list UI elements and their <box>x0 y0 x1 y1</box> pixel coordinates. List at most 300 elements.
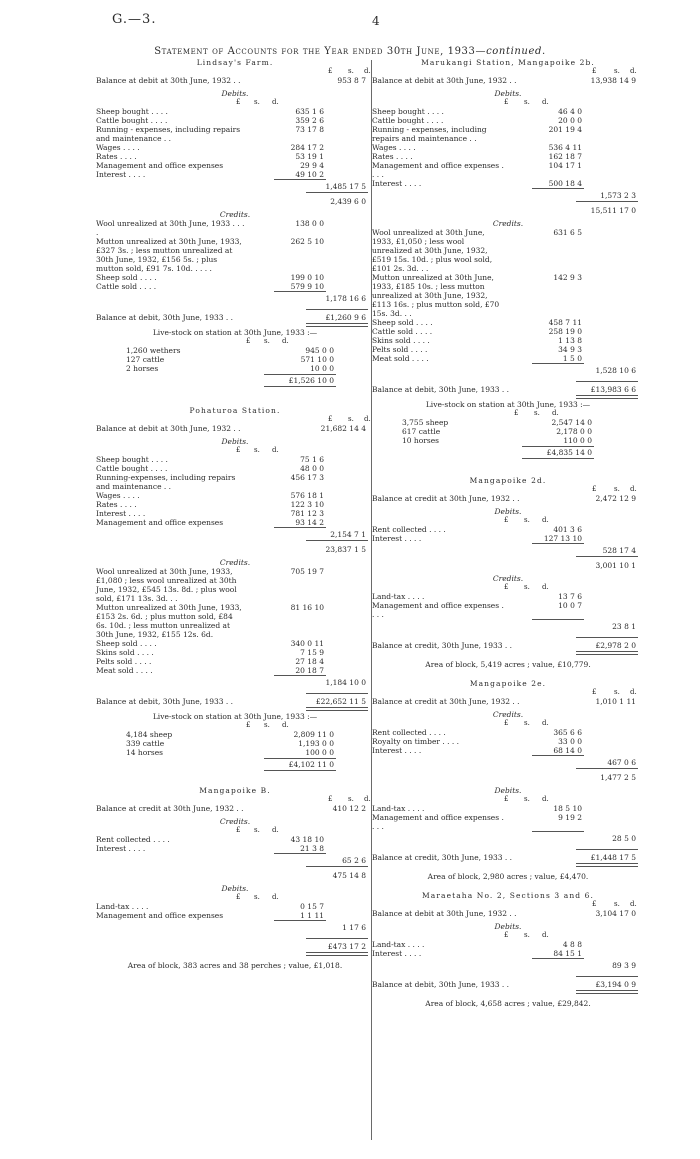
rule-row <box>372 992 644 995</box>
statement-row <box>96 844 374 853</box>
row-amount: 410 12 2 <box>332 804 366 813</box>
unit-header-inner-shilling: s. <box>254 446 260 454</box>
unit-header-inner-shilling: s. <box>524 931 530 939</box>
rule <box>576 651 638 652</box>
unit-header-livestock-shilling: s. <box>264 337 270 345</box>
statement-row <box>372 143 644 152</box>
statement-row <box>372 345 644 354</box>
unit-header-outer <box>372 688 644 697</box>
livestock-total: £1,526 10 0 <box>288 376 334 385</box>
rule <box>532 831 584 832</box>
unit-header-inner-shilling: s. <box>524 98 530 106</box>
row-label: Balance at debit, 30th June, 1933 . . <box>372 980 510 989</box>
total-row <box>96 197 374 206</box>
rule <box>576 381 638 382</box>
unit-header-inner-shilling: s. <box>254 98 260 106</box>
subsection-heading: Credits. <box>219 210 251 219</box>
rule-row <box>372 200 644 203</box>
livestock-heading: Live-stock on station at 30th June, 1933 :— <box>152 712 318 721</box>
row-label: Sheep sold . . . . <box>96 639 157 648</box>
row-label: Sheep bought . . . . <box>96 107 168 116</box>
statement-row <box>96 666 374 675</box>
row-amount: 20 0 0 <box>558 116 582 125</box>
title-continued: —continued. <box>475 46 546 57</box>
statement-row <box>96 942 374 951</box>
row-amount: 53 19 1 <box>295 152 324 161</box>
total-row <box>372 561 644 570</box>
rule <box>274 920 326 921</box>
section-lindsay <box>96 58 374 388</box>
rule-row <box>96 308 374 311</box>
rule <box>522 446 594 447</box>
rule <box>306 707 368 708</box>
row-amount: 18 5 10 <box>553 804 582 813</box>
rule-row <box>96 954 374 957</box>
subsection-heading: Credits. <box>492 710 524 719</box>
rule-row <box>372 380 644 383</box>
subsection-heading: Debits. <box>221 437 249 446</box>
row-label: Interest . . . . <box>372 179 422 188</box>
unit-header-livestock-pence: d. <box>282 721 289 729</box>
rule-row <box>96 769 374 772</box>
rule <box>306 309 368 310</box>
statement-row <box>96 835 374 844</box>
row-label: Rates . . . . <box>372 152 413 161</box>
subsection-heading: Credits. <box>219 558 251 567</box>
statement-row <box>372 76 644 85</box>
row-amount: 340 0 11 <box>290 639 324 648</box>
row-amount: 576 18 1 <box>290 491 324 500</box>
rule <box>532 755 584 756</box>
rule <box>576 395 638 396</box>
row-amount: 33 0 0 <box>558 737 582 746</box>
row-label: Balance at debit, 30th June, 1933 . . <box>372 385 510 394</box>
rule <box>306 938 368 939</box>
unit-header-livestock-pence: d. <box>552 409 559 417</box>
rule-row <box>372 848 644 851</box>
row-label: Meat sold . . . . <box>96 666 153 675</box>
unit-header-livestock-pound: £ <box>246 337 251 345</box>
unit-header-outer-shilling: s. <box>614 67 620 75</box>
section-title: Mangapoike B. <box>199 786 271 795</box>
unit-header-inner-pound: £ <box>236 446 241 454</box>
unit-header-outer-shilling: s. <box>348 67 354 75</box>
livestock-label: 127 cattle <box>126 355 165 364</box>
unit-header-outer-pence: d. <box>364 415 371 423</box>
unit-header-inner-shilling: s. <box>524 583 530 591</box>
rule-row <box>372 865 644 868</box>
livestock-row <box>96 364 374 373</box>
livestock-row <box>372 436 644 445</box>
row-amount: 34 9 3 <box>558 345 582 354</box>
statement-row <box>372 697 644 706</box>
unit-header-inner-pence: d. <box>542 719 549 727</box>
unit-header-outer <box>96 415 374 424</box>
row-label: Balance at debit at 30th June, 1932 . . <box>96 424 241 433</box>
unit-header-inner-pence: d. <box>542 516 549 524</box>
row-label: Interest . . . . <box>96 844 146 853</box>
statement-row <box>372 940 644 949</box>
section-subtotal: 1,485 17 5 <box>325 182 366 191</box>
unit-header-outer-pence: d. <box>630 67 637 75</box>
statement-row <box>96 804 374 813</box>
row-amount: 75 1 6 <box>300 455 324 464</box>
row-amount: £2,978 2 0 <box>595 641 636 650</box>
subsection-heading: Debits. <box>494 922 522 931</box>
row-label: Skins sold . . . . <box>372 336 430 345</box>
unit-header-outer-pound: £ <box>592 67 597 75</box>
row-label: Balance at debit at 30th June, 1932 . . <box>96 76 241 85</box>
statement-row <box>372 804 644 813</box>
section-subtotal: 1,528 10 6 <box>595 366 636 375</box>
statement-title <box>0 46 700 57</box>
section-subtotal: 1,178 16 6 <box>325 294 366 303</box>
livestock-row <box>372 418 644 427</box>
unit-header-outer-pound: £ <box>328 67 333 75</box>
running-total: 15,511 17 0 <box>590 206 636 215</box>
section-title: Marukangi Station, Mangapoike 2b. <box>421 58 595 67</box>
rule-row <box>372 653 644 656</box>
total-row <box>96 678 374 687</box>
row-label: Wages . . . . <box>372 143 416 152</box>
statement-row <box>372 813 644 831</box>
total-row <box>372 961 644 970</box>
unit-header-inner <box>372 931 644 940</box>
unit-header-outer-shilling: s. <box>614 485 620 493</box>
statement-row <box>96 697 374 706</box>
row-amount: 10 0 7 <box>558 601 582 610</box>
unit-header-outer <box>96 67 374 76</box>
row-amount: 458 7 11 <box>548 318 582 327</box>
unit-header-inner-pound: £ <box>504 795 509 803</box>
row-amount: 1 1 11 <box>300 911 324 920</box>
statement-row <box>96 639 374 648</box>
rule <box>306 866 368 867</box>
rule <box>576 637 638 638</box>
unit-header-inner-pound: £ <box>236 893 241 901</box>
row-amount: 365 6 6 <box>553 728 582 737</box>
total-row <box>372 206 644 215</box>
unit-header-outer <box>372 900 644 909</box>
statement-row <box>372 179 644 188</box>
section-title: Lindsay's Farm. <box>196 58 274 67</box>
unit-header-outer <box>372 485 644 494</box>
row-label: Mutton unrealized at 30th June, 1933, £185 10s. ; less mutton unrealized at 30th June, 1932, £113 16s. ; plus mutton sold, £70 15s. 3d. . . <box>372 273 500 318</box>
statement-row <box>372 273 644 318</box>
row-label: Rates . . . . <box>96 152 137 161</box>
unit-header-inner-pound: £ <box>236 98 241 106</box>
statement-row <box>96 473 374 491</box>
statement-row <box>96 143 374 152</box>
unit-header-inner-shilling: s. <box>524 719 530 727</box>
statement-row <box>372 641 644 650</box>
rule <box>576 993 638 994</box>
statement-row <box>372 746 644 755</box>
rule <box>576 863 638 864</box>
unit-header-inner-shilling: s. <box>254 826 260 834</box>
statement-row <box>96 282 374 291</box>
rule <box>306 710 368 711</box>
unit-header-outer <box>96 795 374 804</box>
rule <box>306 540 368 541</box>
row-amount: 1 5 0 <box>562 354 582 363</box>
row-label: Wages . . . . <box>96 491 140 500</box>
unit-header-inner <box>96 826 374 835</box>
row-amount: 359 2 6 <box>295 116 324 125</box>
row-label: Mutton unrealized at 30th June, 1933, £153 2s. 6d. ; plus mutton sold, £84 6s. 10d. ; less mutton unrealized at 30th June, 1932, £155 12s. 6d. <box>96 603 242 639</box>
section-subtotal: 1 17 6 <box>342 923 366 932</box>
row-label: Mutton unrealized at 30th June, 1933, £327 3s. ; less mutton unrealized at 30th June, 1932, £156 5s. ; plus mutton sold, £91 7s. 10d. . . . . <box>96 237 242 273</box>
row-amount: 27 18 4 <box>295 657 324 666</box>
total-row <box>372 546 644 555</box>
section-title: Maraetaha No. 2, Sections 3 and 6. <box>421 891 595 900</box>
section-subtotal: 2,154 7 1 <box>330 530 366 539</box>
statement-row <box>96 152 374 161</box>
rule <box>576 866 638 867</box>
unit-header-inner-pence: d. <box>272 446 279 454</box>
row-amount: 201 19 4 <box>548 125 582 134</box>
row-label: Balance at credit, 30th June, 1933 . . <box>372 853 513 862</box>
unit-header-outer-pence: d. <box>630 688 637 696</box>
row-amount: 536 4 11 <box>548 143 582 152</box>
row-label: Cattle bought . . . . <box>96 116 168 125</box>
section-subtotal: 89 3 9 <box>612 961 636 970</box>
livestock-total: £4,835 14 0 <box>546 448 592 457</box>
section-subtotal: 28 5 0 <box>612 834 636 843</box>
rule-row <box>96 325 374 328</box>
section-subtotal: 23 8 1 <box>612 622 636 631</box>
statement-row <box>96 170 374 179</box>
row-amount: 631 6 5 <box>553 228 582 237</box>
row-amount: 29 9 4 <box>300 161 324 170</box>
subsection-heading: Credits. <box>492 219 524 228</box>
section-maraetaha <box>372 891 644 1008</box>
section-mangapoike_2d <box>372 476 644 669</box>
row-amount: 49 10 2 <box>295 170 324 179</box>
row-amount: 104 17 1 <box>548 161 582 170</box>
row-label: Running-expenses, including repairs and maintenance . . <box>96 473 236 491</box>
total-row <box>372 366 644 375</box>
row-amount: 162 18 7 <box>548 152 582 161</box>
rule-row <box>372 636 644 639</box>
livestock-row <box>372 427 644 436</box>
rule <box>264 386 336 387</box>
series-header: G.—3. <box>112 12 157 27</box>
rule <box>576 398 638 399</box>
row-amount: £473 17 2 <box>327 942 366 951</box>
area-note: Area of block, 5,419 acres ; value, £10,779. <box>425 660 591 669</box>
running-total: 3,001 10 1 <box>595 561 636 570</box>
unit-header-outer-shilling: s. <box>348 415 354 423</box>
unit-header-livestock <box>372 409 644 418</box>
unit-header-livestock <box>96 721 374 730</box>
unit-header-inner-pound: £ <box>504 98 509 106</box>
row-label: Interest . . . . <box>372 746 422 755</box>
row-amount: 21 3 8 <box>300 844 324 853</box>
livestock-label: 617 cattle <box>402 427 441 436</box>
rule <box>532 188 584 189</box>
livestock-value: 2,547 14 0 <box>551 418 592 427</box>
row-label: Pelts sold . . . . <box>372 345 428 354</box>
unit-header-outer-pound: £ <box>592 900 597 908</box>
statement-row <box>96 161 374 170</box>
row-amount: 68 14 0 <box>553 746 582 755</box>
unit-header-outer-pound: £ <box>592 688 597 696</box>
statement-row <box>96 491 374 500</box>
row-label: Rent collected . . . . <box>96 835 170 844</box>
area-note: Area of block, 383 acres and 38 perches ; value, £1,018. <box>127 961 343 970</box>
row-amount: £22,652 11 5 <box>315 697 366 706</box>
row-amount: 258 19 0 <box>548 327 582 336</box>
statement-row <box>372 728 644 737</box>
row-amount: 199 0 10 <box>290 273 324 282</box>
rule <box>576 976 638 977</box>
row-label: Running - expenses, including repairs and maintenance . . <box>96 125 241 143</box>
rule-row <box>372 397 644 400</box>
row-amount: 781 12 3 <box>290 509 324 518</box>
statement-row <box>372 592 644 601</box>
unit-header-inner <box>96 893 374 902</box>
row-label: Wool unrealized at 30th June, 1933, £1,050 ; less wool unrealized at 30th June, 1932, £519 15s. 10d. ; plus wool sold, £101 2s. 3d. . . <box>372 228 493 273</box>
unit-header-inner <box>372 583 644 592</box>
row-amount: 3,104 17 0 <box>595 909 636 918</box>
row-amount: 7 15 9 <box>300 648 324 657</box>
statement-row <box>372 354 644 363</box>
livestock-value: 571 10 0 <box>300 355 334 364</box>
unit-header-outer-pence: d. <box>364 795 371 803</box>
section-title: Mangapoike 2e. <box>469 679 547 688</box>
row-label: Sheep bought . . . . <box>96 455 168 464</box>
statement-row <box>372 853 644 862</box>
rule <box>576 990 638 991</box>
total-row <box>96 923 374 932</box>
statement-row <box>372 107 644 116</box>
livestock-row <box>96 355 374 364</box>
unit-header-livestock-shilling: s. <box>534 409 540 417</box>
section-subtotal: 1,573 2 3 <box>600 191 636 200</box>
row-label: Wages . . . . <box>96 143 140 152</box>
rule <box>306 955 368 956</box>
livestock-value: 945 0 0 <box>305 346 334 355</box>
row-amount: 46 4 0 <box>558 107 582 116</box>
statement-row <box>96 464 374 473</box>
livestock-total-row <box>372 448 644 457</box>
rule <box>306 952 368 953</box>
row-amount: 1,010 1 11 <box>595 697 636 706</box>
livestock-row <box>96 346 374 355</box>
row-amount: 4 8 8 <box>562 940 582 949</box>
row-amount: 20 18 7 <box>295 666 324 675</box>
statement-row <box>96 107 374 116</box>
unit-header-inner <box>96 446 374 455</box>
rule <box>532 958 584 959</box>
row-amount: 401 3 6 <box>553 525 582 534</box>
row-label: Sheep sold . . . . <box>372 318 433 327</box>
row-label: Interest . . . . <box>372 949 422 958</box>
right-column <box>372 58 644 1008</box>
statement-row <box>96 902 374 911</box>
statement-row <box>96 76 374 85</box>
rule <box>576 654 638 655</box>
subsection-heading: Debits. <box>221 884 249 893</box>
rule <box>274 853 326 854</box>
subsection-heading: Credits. <box>492 574 524 583</box>
unit-header-livestock <box>96 337 374 346</box>
livestock-row <box>96 730 374 739</box>
statement-row <box>96 237 374 273</box>
unit-header-inner-pound: £ <box>236 826 241 834</box>
rule <box>274 291 326 292</box>
total-row <box>372 622 644 631</box>
subsection-heading: Debits. <box>494 89 522 98</box>
row-amount: 2,472 12 9 <box>595 494 636 503</box>
row-amount: 579 9 10 <box>290 282 324 291</box>
subsection-heading: Debits. <box>494 786 522 795</box>
unit-header-livestock-pence: d. <box>282 337 289 345</box>
row-label: Cattle bought . . . . <box>96 464 168 473</box>
total-row <box>372 758 644 767</box>
row-label: Pelts sold . . . . <box>96 657 152 666</box>
unit-header-inner <box>372 98 644 107</box>
section-subtotal: 528 17 4 <box>602 546 636 555</box>
row-amount: 1 13 8 <box>558 336 582 345</box>
row-label: Balance at credit at 30th June, 1932 . . <box>372 697 520 706</box>
rule-row <box>372 457 644 460</box>
statement-row <box>96 567 374 603</box>
livestock-value: 2,178 0 0 <box>556 427 592 436</box>
row-label: Land-tax . . . . <box>372 940 425 949</box>
rule-row <box>96 385 374 388</box>
total-row <box>96 545 374 554</box>
unit-header-inner-pound: £ <box>504 583 509 591</box>
rule <box>576 201 638 202</box>
unit-header-livestock-pound: £ <box>514 409 519 417</box>
statement-row <box>372 980 644 989</box>
rule-row <box>372 767 644 770</box>
statement-row <box>372 601 644 619</box>
unit-header-outer-pence: d. <box>630 900 637 908</box>
unit-header-inner <box>372 719 644 728</box>
row-label: Rates . . . . <box>96 500 137 509</box>
statement-row <box>96 648 374 657</box>
row-label: Balance at debit at 30th June, 1932 . . <box>372 909 517 918</box>
rule <box>522 458 594 459</box>
row-amount: £1,260 9 6 <box>325 313 366 322</box>
unit-header-outer-pound: £ <box>328 795 333 803</box>
row-amount: £3,194 0 9 <box>595 980 636 989</box>
row-label: Wool unrealized at 30th June, 1933, £1,080 ; less wool unrealized at 30th June, 1932, £545 13s. 8d. ; plus wool sold, £171 13s. 3d. . . <box>96 567 237 603</box>
row-amount: 93 14 2 <box>295 518 324 527</box>
row-amount: 13 7 6 <box>558 592 582 601</box>
row-label: Interest . . . . <box>96 170 146 179</box>
row-label: Rent collected . . . . <box>372 525 446 534</box>
statement-row <box>372 534 644 543</box>
unit-header-outer-pound: £ <box>328 415 333 423</box>
row-label: Sheep bought . . . . <box>372 107 444 116</box>
livestock-row <box>96 739 374 748</box>
row-amount: 262 5 10 <box>290 237 324 246</box>
row-amount: 500 18 4 <box>548 179 582 188</box>
row-label: Cattle sold . . . . <box>372 327 433 336</box>
section-title: Pohaturoa Station. <box>189 406 281 415</box>
statement-row <box>372 525 644 534</box>
unit-header-outer-shilling: s. <box>348 795 354 803</box>
rule-row <box>96 865 374 868</box>
section-mangapoike_2e <box>372 679 644 881</box>
row-label: Balance at debit, 30th June, 1933 . . <box>96 313 234 322</box>
row-amount: 142 9 3 <box>553 273 582 282</box>
statement-row <box>372 161 644 179</box>
